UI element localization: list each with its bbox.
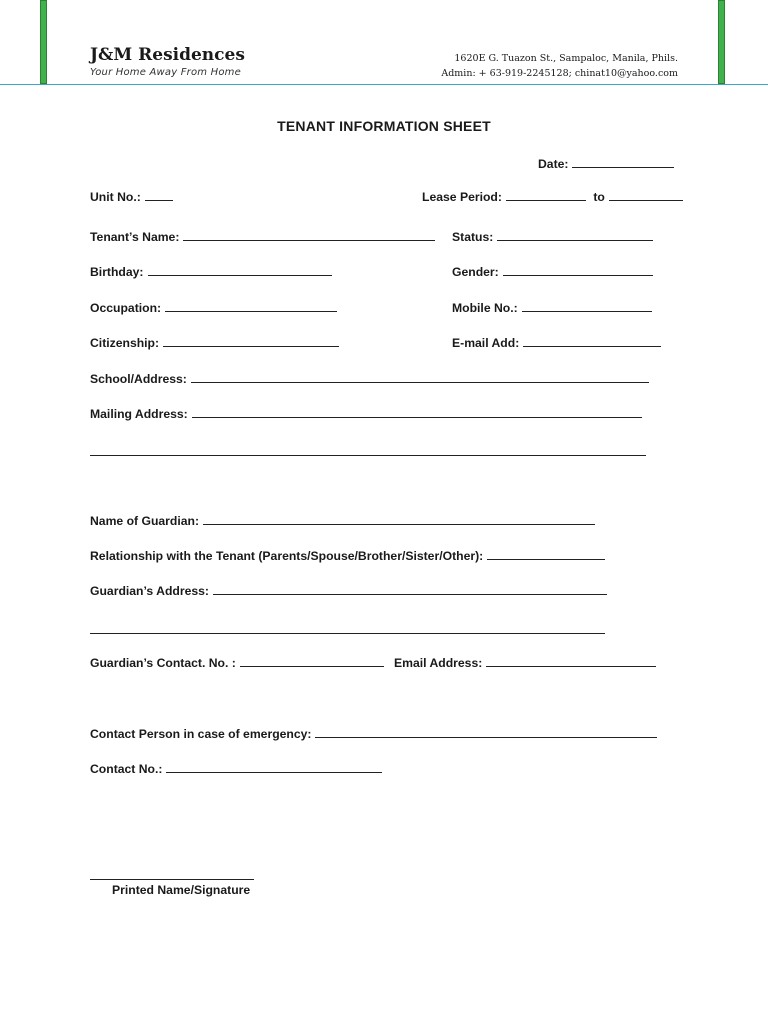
tenant-name-blank[interactable] [183,228,435,241]
emergency-contact-field [90,725,657,742]
guardian-name-field [90,512,595,529]
occupation-label: Occupation: [90,301,162,315]
lease-field [422,188,683,205]
citizenship-blank[interactable] [163,334,339,347]
citizenship-label: Citizenship: [90,336,160,350]
mobile-blank[interactable] [522,299,652,312]
right-accent-bar [718,0,725,84]
company-name: J&M Residences [90,45,245,65]
relationship-field [90,547,605,564]
lease-to-label: to [593,190,605,204]
gender-label: Gender: [452,265,499,279]
occupation-field [90,299,337,316]
guardian-name-blank[interactable] [203,512,595,525]
contact-no-field [90,760,382,777]
guardian-email-label: Email Address: [394,656,483,670]
unit-label: Unit No.: [90,190,141,204]
guardian-address-line-2[interactable] [90,633,605,634]
date-label: Date: [538,157,569,171]
unit-blank[interactable] [145,188,173,201]
lease-end-blank[interactable] [609,188,683,201]
school-address-field [90,370,649,387]
birthday-label: Birthday: [90,265,144,279]
birthday-field [90,263,332,280]
mailing-address-blank[interactable] [192,405,642,418]
email-field [452,334,661,351]
emergency-contact-label: Contact Person in case of emergency: [90,727,312,741]
occupation-blank[interactable] [165,299,337,312]
contact-no-blank[interactable] [166,760,382,773]
guardian-address-field [90,582,607,599]
citizenship-field [90,334,339,351]
guardian-email-field [394,654,656,671]
birthday-blank[interactable] [148,263,332,276]
guardian-contact-blank[interactable] [240,654,384,667]
status-blank[interactable] [497,228,653,241]
gender-field [452,263,653,280]
relationship-blank[interactable] [487,547,605,560]
tenant-name-field [90,228,435,245]
company-address: 1620E G. Tuazon St., Sampaloc, Manila, Phils. [454,53,678,64]
guardian-name-label: Name of Guardian: [90,514,200,528]
mobile-field [452,299,652,316]
guardian-address-blank[interactable] [213,582,607,595]
gender-blank[interactable] [503,263,653,276]
guardian-contact-label: Guardian’s Contact. No. : [90,656,236,670]
company-tagline: Your Home Away From Home [90,67,241,78]
school-address-blank[interactable] [191,370,649,383]
mailing-address-line-2[interactable] [90,455,646,456]
tenant-name-label: Tenant’s Name: [90,230,180,244]
mailing-address-label: Mailing Address: [90,407,188,421]
school-address-label: School/Address: [90,372,187,386]
email-blank[interactable] [523,334,661,347]
lease-label: Lease Period: [422,190,502,204]
company-contact: Admin: + 63-919-2245128; chinat10@yahoo.com [441,68,678,79]
form-title: TENANT INFORMATION SHEET [277,118,491,134]
unit-field [90,188,173,205]
contact-no-label: Contact No.: [90,762,163,776]
lease-start-blank[interactable] [506,188,586,201]
guardian-contact-field [90,654,384,671]
header-divider [0,84,768,85]
mobile-label: Mobile No.: [452,301,518,315]
guardian-email-blank[interactable] [486,654,656,667]
date-field [538,155,674,172]
date-blank[interactable] [572,155,674,168]
email-label: E-mail Add: [452,336,520,350]
signature-label: Printed Name/Signature [112,883,251,897]
status-label: Status: [452,230,494,244]
relationship-label: Relationship with the Tenant (Parents/Spouse/Brother/Sister/Other): [90,549,484,563]
emergency-contact-blank[interactable] [315,725,657,738]
status-field [452,228,653,245]
guardian-address-label: Guardian’s Address: [90,584,209,598]
signature-line[interactable] [90,879,254,880]
left-accent-bar [40,0,47,84]
mailing-address-field [90,405,642,422]
